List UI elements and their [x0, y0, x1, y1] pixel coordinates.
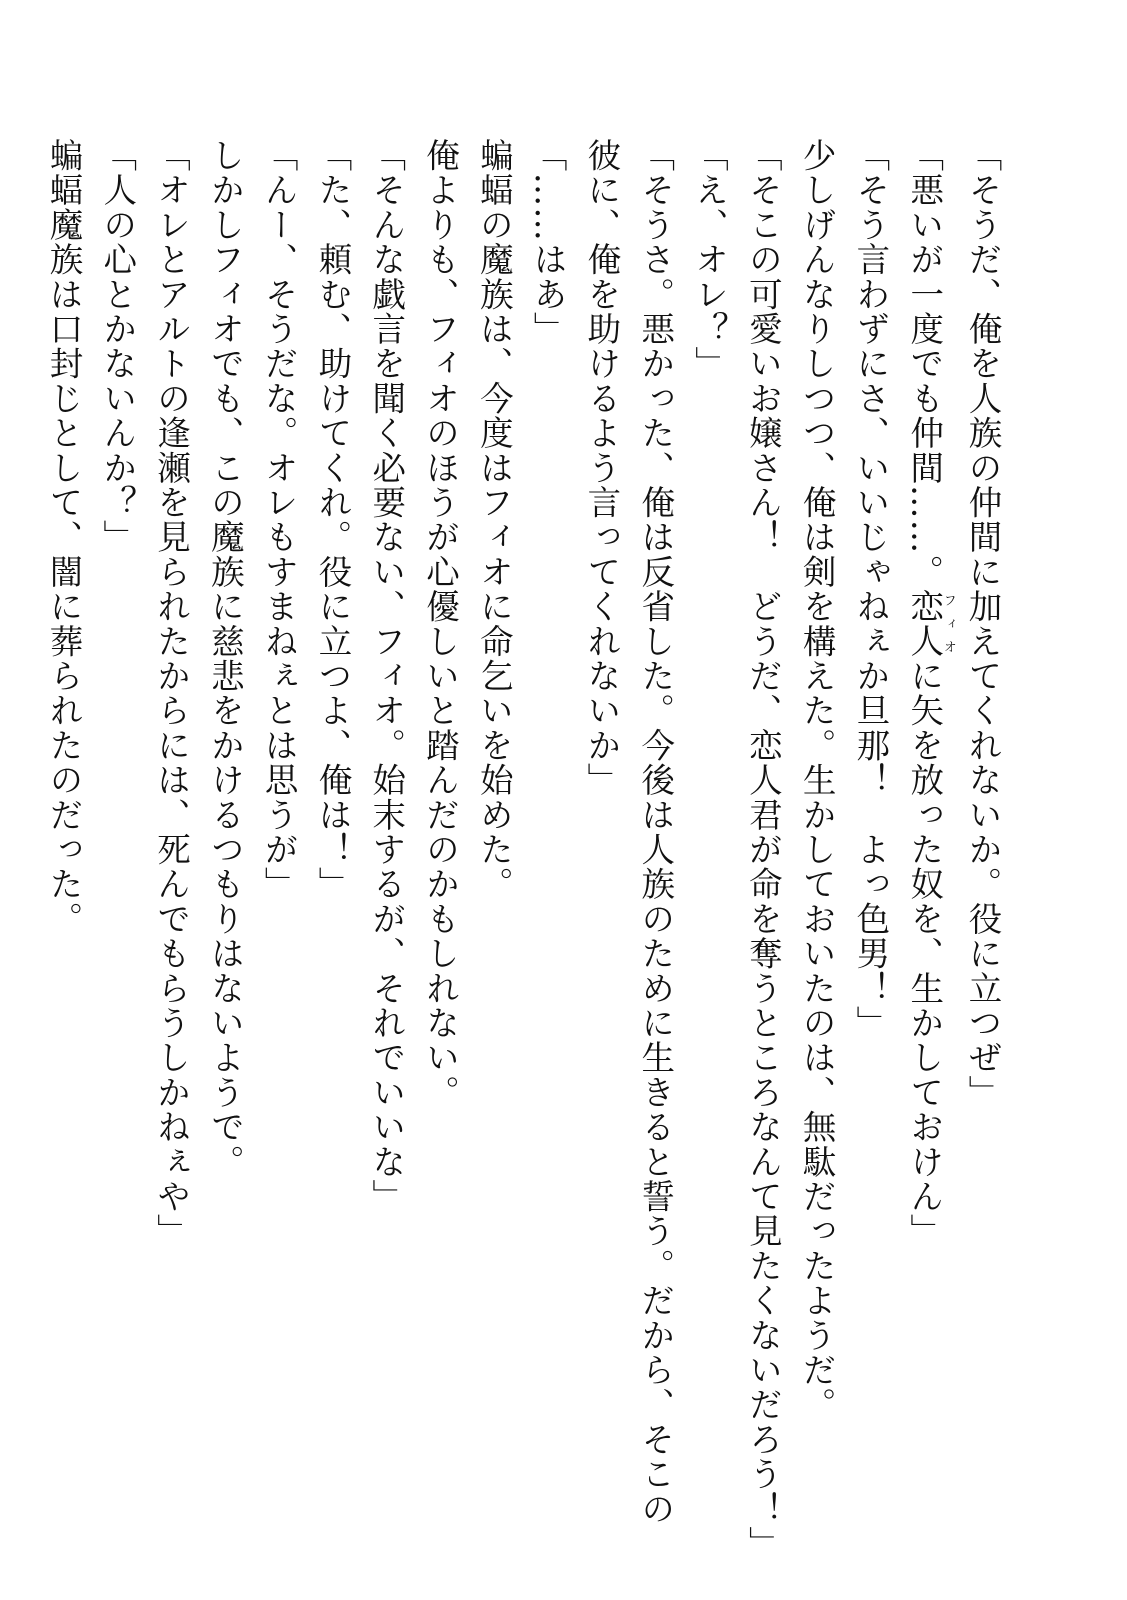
text-line-3: 「そう言わずにさ、いいじゃねぇか旦那！ よっ色男！」 — [850, 138, 890, 1041]
text-line-16: 「オレとアルトの逢瀬を見られたからには、死んでもらうしかねぇや」 — [151, 138, 191, 1249]
ruby-base: 恋人 — [904, 589, 944, 659]
text-line-8: 彼に、俺を助けるよう言ってくれないか」 — [581, 138, 621, 798]
text-line-18: 蝙蝠魔族は口封じとして、闇に葬られたのだった。 — [43, 138, 83, 937]
ruby-reading: フィオ — [940, 589, 956, 659]
text-line-5: 「そこの可愛いお嬢さん！ どうだ、恋人君が命を奪うところなんて見たくないだろう！」 — [743, 138, 783, 1561]
vertical-text-body — [43, 138, 1009, 1561]
text-line-17: 「人の心とかないんか？」 — [97, 138, 137, 555]
text-line-10: 蝙蝠の魔族は、今度はフィオに命乞いを始めた。 — [474, 138, 514, 902]
text-line-14: 「んー、そうだな。オレもすまねぇとは思うが」 — [259, 138, 299, 902]
text-line-4: 少しげんなりしつつ、俺は剣を構えた。生かしておいたのは、無駄だったようだ。 — [797, 138, 837, 1422]
text-line-9: 「……はあ」 — [528, 138, 568, 347]
text-line-2-part-b: に矢を放った奴を、生かしておけん」 — [904, 658, 944, 1249]
text-line-7: 「そうさ。悪かった、俺は反省した。今後は人族のために生きると誓う。だから、そこの — [635, 138, 675, 1526]
text-line-2 — [897, 138, 955, 1478]
text-line-13: 「た、頼む、助けてくれ。役に立つよ、俺は！」 — [312, 138, 352, 902]
text-line-11: 俺よりも、フィオのほうが心優しいと踏んだのかもしれない。 — [420, 138, 460, 1110]
ruby-lover — [904, 589, 956, 659]
text-line-2-part-a: 「悪いが一度でも仲間……。 — [904, 138, 944, 590]
text-line-15: しかしフィオでも、この魔族に慈悲をかけるつもりはないようで。 — [205, 138, 245, 1179]
text-line-1: 「そうだ、俺を人族の仲間に加えてくれないか。役に立つぜ」 — [963, 138, 1002, 1110]
text-line-12: 「そんな戯言を聞く必要ない、フィオ。始末するが、それでいいな」 — [366, 138, 406, 1214]
text-line-6: 「え、オレ？」 — [689, 138, 729, 381]
